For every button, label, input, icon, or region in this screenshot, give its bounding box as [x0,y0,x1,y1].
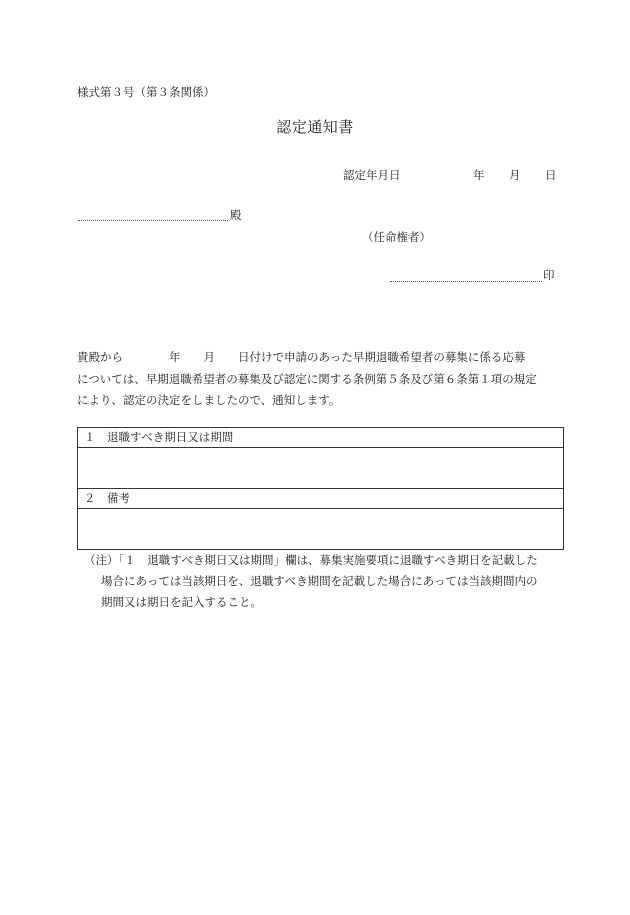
certification-date-label: 認定年月日 [343,168,401,182]
footnote [84,550,564,613]
retirement-date-cell [78,448,563,489]
body-line: については、早期退職希望者の募集及び認定に関する条例第５条及び第６条第１項の規定 [77,371,537,386]
date-year-label: 年 [473,168,485,182]
body-line: 貴殿から 年 月 日付けで申請のあった早期退職希望者の募集に係る応募 [77,350,526,364]
note-line: 期間又は期日を記入すること。 [101,595,262,609]
note-line: （注）「１ 退職すべき期日又は期間」欄は、募集実施要項に退職すべき期日を記載した [84,553,538,567]
note-line: 場合にあっては当該期日を、退職すべき期間を記載した場合にあっては当該期間内の [101,574,538,588]
date-month-label: 月 [509,168,521,182]
details-table [77,427,564,550]
document-title: 認定通知書 [276,118,354,136]
notification-body [77,347,563,412]
remarks-header: ２ 備考 [78,489,563,509]
addressee-honorific: 殿 [230,208,242,222]
form-number: 様式第３号（第３条関係） [77,85,215,99]
addressee-blank-line [78,210,228,221]
appointing-authority-label: （任命権者） [362,230,431,244]
retirement-date-header: １ 退職すべき期日又は期間 [78,428,563,448]
body-line: により、認定の決定をしましたので、通知します。 [77,393,341,407]
date-day-label: 日 [545,168,557,182]
remarks-cell [78,509,563,549]
seal-mark: 印 [543,268,555,282]
seal-blank-line [390,271,542,282]
